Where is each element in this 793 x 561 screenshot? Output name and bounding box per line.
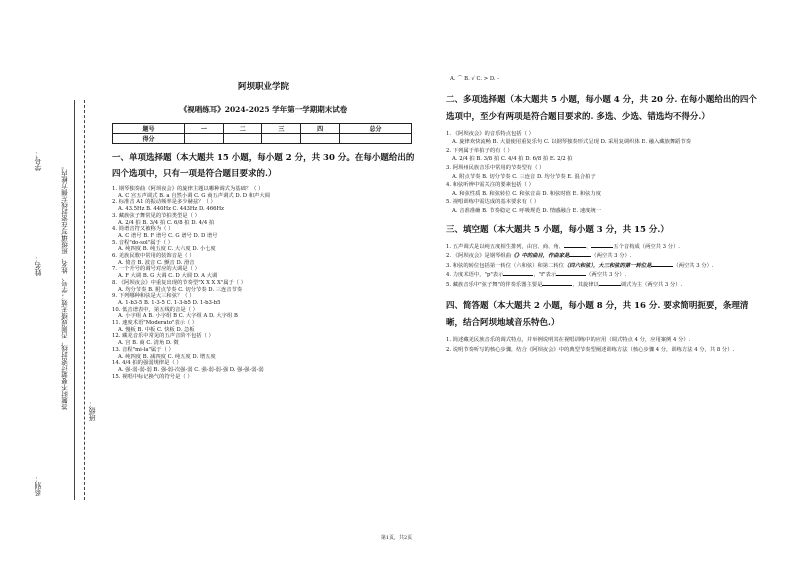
question: 3. 阿坝州民族音乐中常用的节奏型有（ ） (446, 164, 545, 171)
question-options: A. 旋律欢快流畅 B. 大量使用重复乐句 C. 以钢琴独奏形式呈现 D. 采用复调织体 E. 融入藏族舞蹈节奏 (452, 139, 692, 146)
short-answer-q2: 2. 说明节奏听写的核心步骤，结合《阿坝夜会》中的典型节奏型阐述训练方法（核心步骤 4 分，训练方法 4 分，共 8 分）. (446, 347, 735, 354)
fill-q1: 1. 五声调式是以纯五度相生排列，由宫、商、角、 、 五个音构成（两空共 3 分）. (446, 243, 680, 250)
question: 4. 和弦听辨中需关注的要素包括（ ） (446, 182, 534, 189)
question-options: A. 和弦性质 B. 和弦转位 C. 和弦音高 D. 和弦时值 E. 和弦力度 (452, 190, 602, 197)
answer-blank[interactable] (503, 270, 533, 276)
question: 2. 下列属于单拍子的有（ ） (446, 147, 513, 154)
section-1-questions (112, 186, 415, 380)
section-2-heading: 二、多项选择题（本大题共 5 小题，每小题 4 分，共 20 分. 在每小题给出的四个选项中，至少有两项是符合题目要求的. 多选、少选、错选均不得分.） (446, 94, 757, 122)
fill-q4: 4. 力度术语中，"p"表示 ，"f"表示 （两空共 3 分）. (446, 272, 627, 279)
answer-blank[interactable] (556, 270, 586, 276)
score-table (112, 123, 412, 144)
cut-line (84, 100, 85, 500)
score-header-row (113, 124, 412, 134)
score-cell: 四 (301, 124, 340, 134)
question: 2. 标准音 A1 的振动频率是多少赫兹？（ ） (112, 199, 216, 206)
score-cell: 一 (184, 124, 223, 134)
question-options: A. 音准准确 B. 节奏稳定 C. 呼吸规范 D. 情感融合 E. 速度统一 (452, 207, 602, 214)
class-label: 班级： (88, 400, 96, 421)
score-cell: 二 (223, 124, 262, 134)
answer-blank[interactable] (569, 251, 591, 257)
section-1-heading: 一、单项选择题（本大题共 15 小题，每小题 2 分，共 30 分。在每小题给出的四个选项中，只有一项是符合题目要求的.） (112, 153, 415, 179)
score-input[interactable] (223, 134, 262, 144)
question-options: A. 纯四度 B. 纯五度 C. 大六度 D. 小七度 (118, 246, 216, 253)
section-3-heading: 三、填空题（本大题共 5 小题，每小题 3 分，共 15 分.） (446, 224, 669, 235)
question-options: A. 均分节奏 B. 附点节奏 C. 切分节奏 D. 三连音节奏 (118, 286, 243, 293)
question: 12. 藏羌音乐中常见的五声音阶不包括（ ） (112, 333, 214, 340)
question-options: A. 强-弱-弱-弱 B. 强-弱-次强-弱 C. 强-弱-弱-强 D. 强-强-弱-弱 (118, 366, 264, 373)
section-2-questions (446, 130, 764, 216)
question: 11. 速度术语"Moderato"表示（ ） (112, 320, 198, 327)
score-value-row (113, 134, 412, 144)
question-options: A. 附点节奏 B. 切分节奏 C. 三连音 D. 均分节奏 E. 混合拍子 (452, 173, 596, 180)
question-options: A. 纯四度 B. 减四度 C. 纯五度 D. 增五度 (118, 353, 216, 360)
answer-blank[interactable] (651, 261, 673, 267)
question-options: A. 2/4 拍 B. 3/4 拍 C. 6/8 拍 D. 4/4 拍 (118, 219, 215, 226)
answer-blank[interactable] (564, 242, 586, 248)
left-column (112, 80, 415, 380)
score-cell: 总分 (340, 124, 412, 134)
question-options: A. F 大调 B. G 大调 C. D 大调 D. A 大调 (118, 273, 218, 280)
question: 10. 低音谱表中，第五线的音是（ ） (112, 306, 198, 313)
question-options: A. 2/4 拍 B. 3/8 拍 C. 4/4 拍 D. 6/8 拍 E. 2/2 拍 (452, 156, 573, 163)
seal-line (74, 100, 75, 500)
question-options: A. 1-b3-5 B. 1-3-5 C. 1-3-b5 D. 1-b3-b5 (118, 299, 221, 306)
question: 13. 音程"mi-la"属于（ ） (112, 346, 174, 353)
question: 6. 羌族民歌中常用的装饰音是（ ） (112, 253, 195, 260)
score-input[interactable] (340, 134, 412, 144)
question: 7. 一个升号的调号对应的大调是（ ） (112, 266, 200, 273)
score-cell: 题号 (113, 124, 185, 134)
question-options: A. 倚音 B. 波音 C. 颤音 D. 滑音 (118, 259, 195, 266)
binding-strip (22, 100, 112, 500)
question: 3. 藏族弦子舞常见的节拍类型是（ ） (112, 212, 200, 219)
question: 1. 钢琴独奏曲《阿坝夜会》的旋律主题以哪种调式为基础？（ ） (112, 186, 264, 192)
question: 14. 4/4 拍的强弱规律是（ ） (112, 360, 182, 367)
question-options: A. C 宫五声调式 B. a 自然小调 C. G 商五声调式 D. D 和声大调 (118, 192, 270, 199)
fill-q5: 5. 藏族音乐中"弦子舞"的伴奏乐器主要是 ，其旋律以 调式为主（两空共 3 分）. (446, 281, 683, 288)
department-label: 系别： (34, 475, 42, 496)
question-options: A. 慢板 B. 中板 C. 快板 D. 急板 (118, 326, 195, 333)
score-cell: 得分 (113, 134, 185, 144)
question: 4. 简谱音符又被称为（ ） (112, 226, 174, 233)
score-cell: 三 (262, 124, 301, 134)
exam-title: 《视唱练耳》2024-2025 学年第一学期期末试卷 (179, 105, 348, 114)
page-footer: 第1页，共2页 (380, 535, 413, 541)
fill-q2: 2. 《阿坝夜会》是钢琴组曲《》中的曲目，作曲家是 （两空共 3 分）. (446, 253, 632, 260)
question-options: A. 43.5Hz B. 440Hz C. 443Hz D. 466Hz (118, 206, 224, 213)
question: 15. 视唱中标记换气的符号是（ ） (112, 373, 193, 380)
question: 9. 下列哪种和弦是大三和弦？（ ） (112, 293, 195, 300)
question: 5. 音程"do-sol"属于（ ） (112, 239, 174, 246)
question-options: A. C 谱号 B. F 谱号 C. G 谱号 D. D 谱号 (118, 232, 218, 239)
right-column (446, 75, 764, 355)
fill-q3: 3. 和弦的转位包括第一转位（六和弦）和第二转位（四六和弦），大三和弦的第一转位是 （两空共 3 分）. (446, 262, 714, 269)
answer-blank[interactable] (599, 280, 621, 286)
answer-blank[interactable] (542, 280, 572, 286)
question: 5. 视唱训练中需达成的基本要求有（ ） (446, 199, 540, 206)
question: 1. 《阿坝夜会》的音乐特点包括（ ） (446, 130, 534, 137)
section-4-heading: 四、简答题（本大题共 2 小题，每小题 8 分，共 16 分. 要求简明扼要，条理清晰，结合阿坝地域音乐特色.） (446, 300, 749, 328)
score-input[interactable] (262, 134, 301, 144)
school-name: 阿坝职业学院 (237, 82, 289, 92)
score-input[interactable] (184, 134, 223, 144)
q15-options: A. ⌒ B. √ C. > D. - (450, 76, 500, 82)
score-input[interactable] (301, 134, 340, 144)
student-id-label: 学号： (34, 150, 42, 171)
question: 8. 《阿坝夜会》中重复出现的节奏型"X X X X"属于（ ） (112, 279, 247, 286)
short-answer-q1: 1. 简述藏羌民族音乐的调式特点，并举例说明其在视唱训练中的应用（调式特点 4 分，应用案例 4 分）. (446, 336, 691, 343)
answer-blank[interactable] (591, 242, 613, 248)
question-options: A. 宫 B. 商 C. 清角 D. 徵 (118, 340, 179, 347)
name-label: 姓名： (34, 255, 42, 276)
binding-instructions: 答题时不要超过密封线，否则成绩无效；学号、姓名、班级填写在密封线左侧方框内。 (61, 163, 69, 410)
question-options: A. 小字组 A B. 小字组 B C. 大字组 A D. 大字组 B (118, 313, 238, 320)
